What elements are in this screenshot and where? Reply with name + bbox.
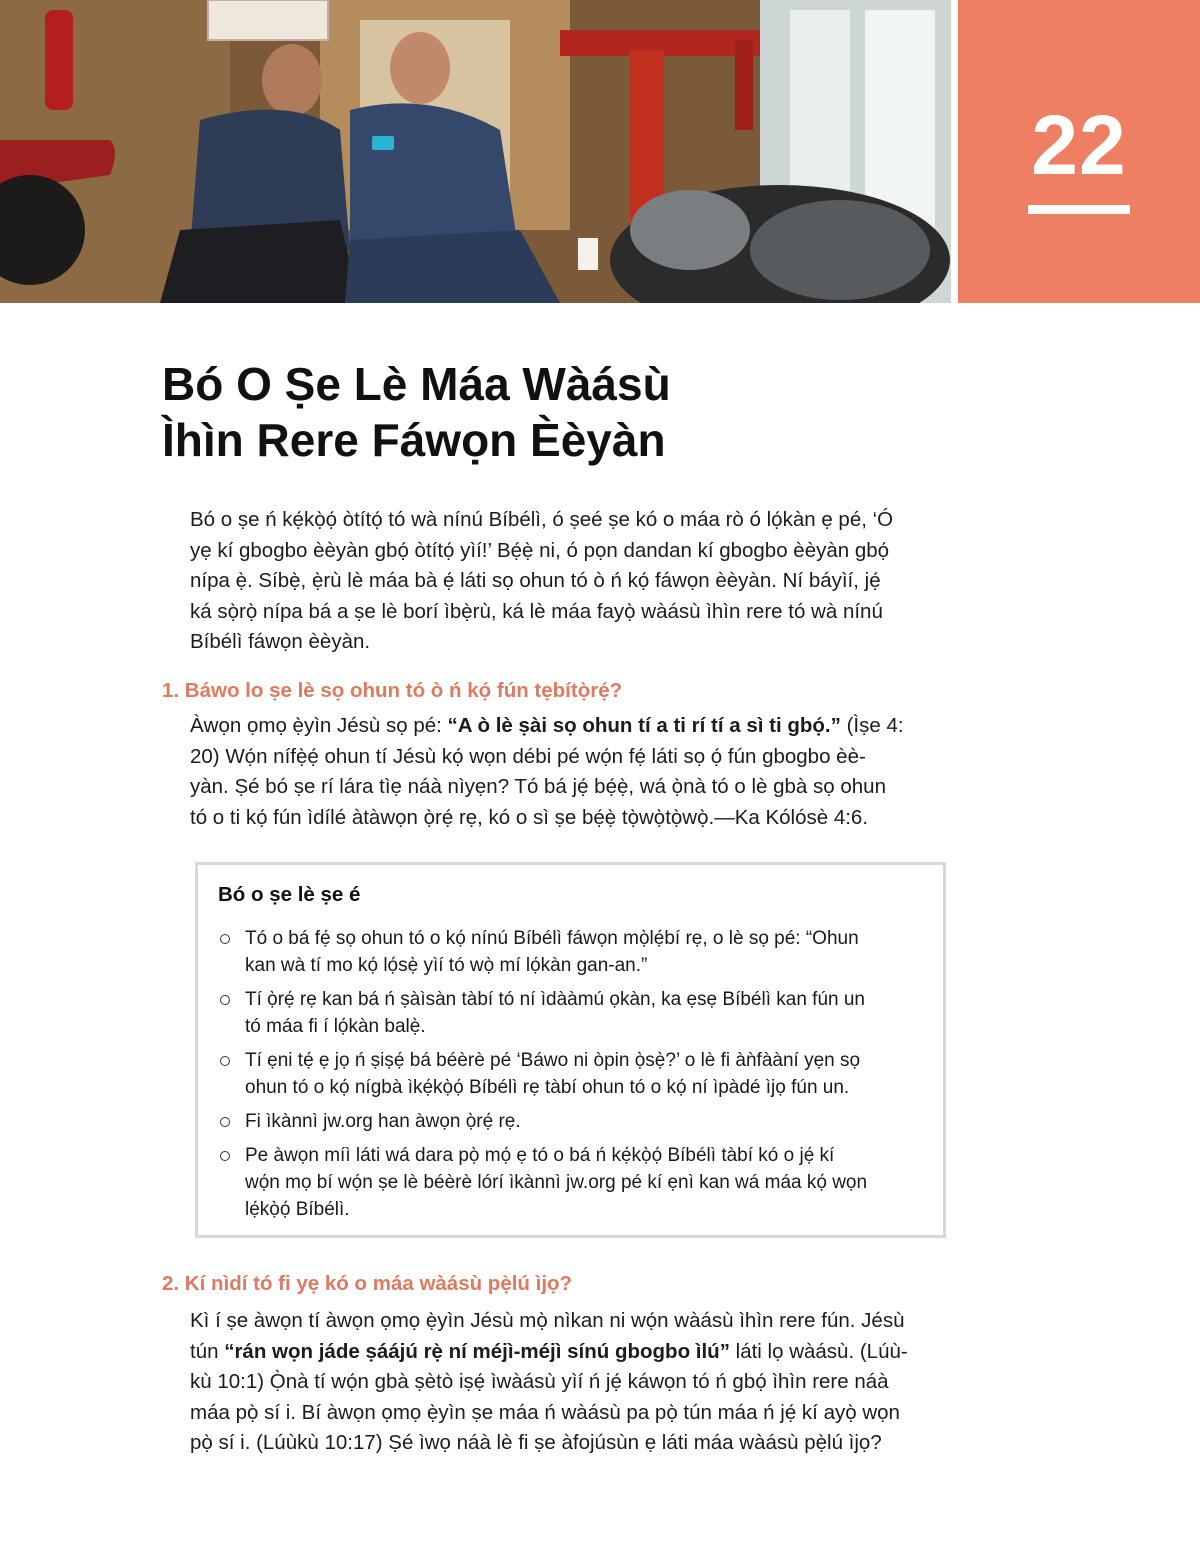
scripture-quote: “rán wọn jáde ṣáájú rẹ̀ ní méjì-méjì sínú gbogbo ìlú” [224,1339,730,1363]
list-item [218,925,928,979]
text-line: ohun tó o kọ́ nígbà ìkẹ́kọ̀ọ́ Bíbélì rẹ tàbí ohun tó o kọ́ ní ìpàdé ìjọ fún un. [245,1077,850,1098]
workshop-scene-image [0,0,951,303]
list-item [218,1108,928,1135]
text-line: Tí ẹni tẹ́ ẹ jọ ń ṣiṣẹ́ bá béèrè pé ‘Báwo ni òpin ọ̀sẹ̀?’ o lè fi àǹfààní yẹn sọ [245,1050,861,1071]
text-line: ká sọ̀rọ̀ nípa bá a ṣe lè borí ìbẹ̀rù, ká lè máa fayọ̀ wàásù ìhìn rere tó wà nínú [190,599,883,623]
section-2-heading: 2. Kí nìdí tó fi yẹ kó o máa wàásù pẹ̀lú ìjọ? [162,1272,573,1295]
lesson-number: 22 [1031,98,1127,192]
text-line: pọ̀ sí i. (Lúùkù 10:17) Ṣé ìwọ náà lè fi ṣe àfojúsùn ẹ láti máa wàásù pẹ̀lú ìjọ? [190,1431,882,1454]
text-line: Bó o ṣe ń kẹ́kọ̀ọ́ òtítọ́ tó wà nínú Bíbélì, ó ṣeé ṣe kó o máa rò ó lọ́kàn ẹ pé, ‘Ó [190,508,894,531]
text-line: tó o ti kọ́ fún ìdílé àtàwọn ọ̀rẹ́ rẹ, kó o sì ṣe bẹ́ẹ̀ tọ̀wọ̀tọ̀wọ̀.—Ka Kólósè 4:6. [190,805,869,829]
page-title-line-2: Ìhìn Rere Fáwọn Èèyàn [162,414,666,466]
lesson-number-badge [958,0,1200,303]
circle-bullet-icon [220,995,230,1005]
page-title-line-1: Bó O Ṣe Lè Máa Wàásù [162,358,671,410]
circle-bullet-icon [220,1117,230,1127]
section-1-paragraph [190,711,952,833]
tip-list [218,925,928,1230]
text-line [190,1337,952,1368]
text-line: kù 10:1) Ọ̀nà tí wọ́n gbà ṣètò iṣẹ́ ìwàásù yìí ń jẹ́ káwọn tó ń gbọ́ ìhìn rere náà [190,1370,889,1393]
tip-box-title: Bó o ṣe lè ṣe é [218,883,361,906]
text-run: Àwọn ọmọ ẹ̀yìn Jésù sọ pé: [190,714,448,737]
text-line: nípa ẹ̀. Síbẹ̀, ẹ̀rù lè máa bà ẹ́ láti sọ ohun tó ò ń kọ́ fáwọn èèyàn. Ní báyìí, jẹ́ [190,569,881,592]
text-line: yẹ kí gbogbo èèyàn gbọ́ òtítọ́ yìí!’ Bẹ́ẹ̀ ni, ó pọn dandan kí gbogbo èèyàn gbọ́ [190,538,890,562]
list-item [218,1047,928,1101]
text-line: Bíbélì fáwọn èèyàn. [190,630,371,653]
text-line [190,711,952,742]
text-line: tó máa fi í lọ́kàn balẹ̀. [245,1016,426,1037]
text-run: (Ìṣe 4: [840,714,904,737]
text-line: kan wà tí mo kọ́ lọ́sẹ̀ yìí tó wọ̀ mí lọ́kàn gan-an.” [245,955,648,976]
section-1-heading: 1. Báwo lo ṣe lè sọ ohun tó ò ń kọ́ fún tẹbítọ̀rẹ́? [162,679,623,702]
circle-bullet-icon [220,1056,230,1066]
list-item [218,986,928,1040]
text-line: Pe àwọn míì láti wá dara pọ̀ mọ́ ẹ tó o bá ń kẹ́kọ̀ọ́ Bíbélì tàbí kó o jẹ́ kí [245,1145,835,1166]
circle-bullet-icon [220,1151,230,1161]
text-line: lẹ́kọ̀ọ́ Bíbélì. [245,1199,350,1220]
text-line: Tó o bá fẹ́ sọ ohun tó o kọ́ nínú Bíbélì fáwọn mọ̀lẹ́bí rẹ, o lè sọ pé: “Ohun [245,928,859,949]
text-line: yàn. Ṣé bó ṣe rí lára tìẹ náà nìyẹn? Tó bá jẹ́ bẹ́ẹ̀, wá ọ̀nà tó o lè gbà sọ ohun [190,775,886,798]
text-line: Fi ìkànnì jw.org han àwọn ọ̀rẹ́ rẹ. [245,1111,521,1132]
tip-box [195,862,946,1238]
intro-paragraph [190,505,952,658]
text-line: wọ́n mọ bí wọ́n ṣe lè béèrè lórí ìkànnì jw.org pé kí ẹnì kan wá máa kọ́ wọn [245,1172,868,1193]
header-photo [0,0,951,303]
text-line: Kì í ṣe àwọn tí àwọn ọmọ ẹ̀yìn Jésù mọ̀ nìkan ni wọ́n wàásù ìhìn rere fún. Jésù [190,1309,905,1332]
text-line: 20) Wọ́n nífẹ̀ẹ́ ohun tí Jésù kọ́ wọn débi pé wọ́n fẹ́ láti sọ ọ́ fún gbogbo èè- [190,744,866,768]
text-run: láti lọ wàásù. (Lúù- [729,1339,908,1363]
list-item [218,1142,928,1223]
page-title [162,356,922,468]
scripture-quote: “A ò lè ṣài sọ ohun tí a ti rí tí a sì ti gbọ́.” [447,714,841,737]
text-line: máa pọ̀ sí i. Bí àwọn ọmọ ẹ̀yìn ṣe máa ń wàásù pa pọ̀ tún máa ń jẹ́ kí ayọ̀ wọn [190,1400,900,1424]
text-run: tún [190,1339,225,1363]
circle-bullet-icon [220,934,230,944]
badge-underline [1028,205,1130,214]
section-2-paragraph [190,1306,952,1459]
text-line: Tí ọ̀rẹ́ rẹ kan bá ń ṣàìsàn tàbí tó ní ìdààmú ọkàn, ka ẹsẹ Bíbélì kan fún un [245,989,865,1010]
